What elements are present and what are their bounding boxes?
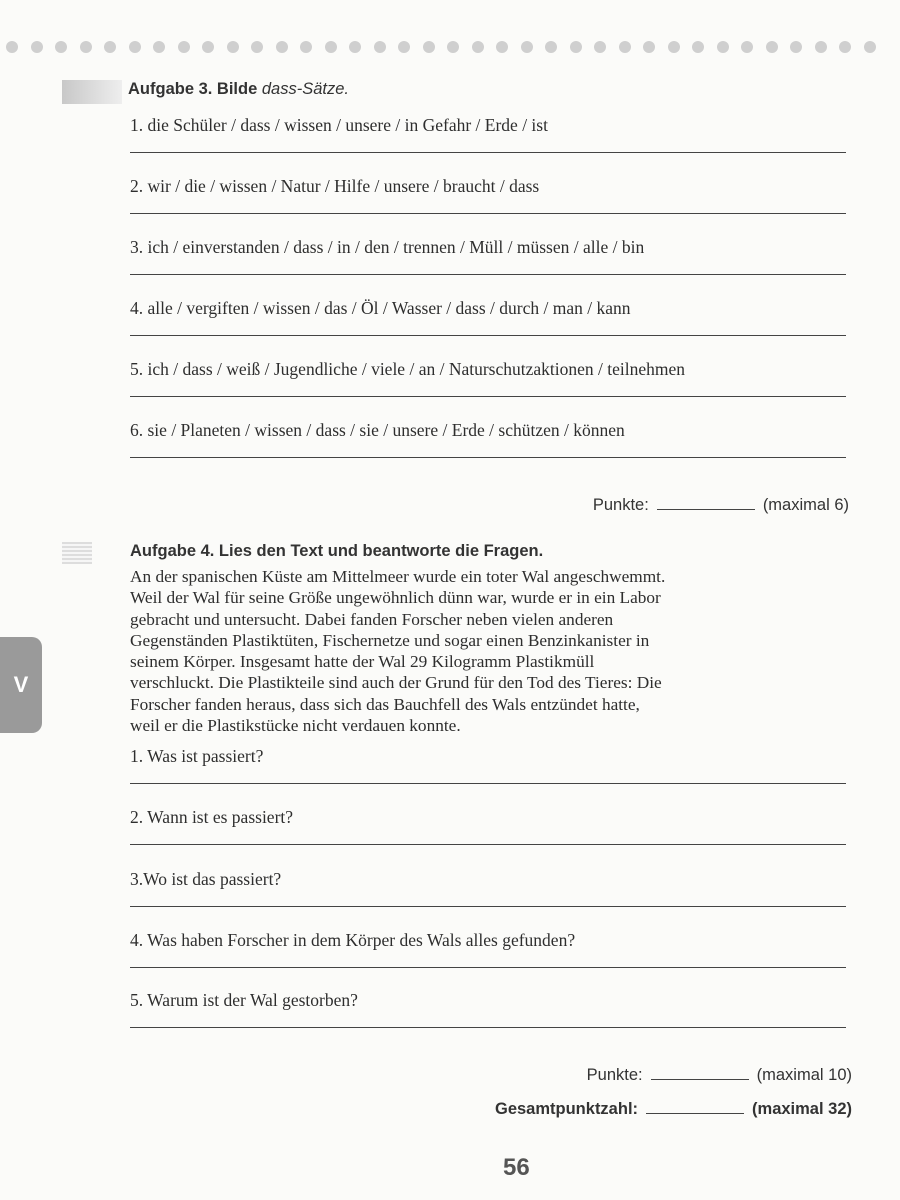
decorative-dot bbox=[839, 41, 851, 53]
exercise-item: 1. die Schüler / dass / wissen / unsere / in Gefahr / Erde / ist bbox=[130, 115, 548, 135]
exercise-item: 1. Was ist passiert? bbox=[130, 746, 264, 766]
decorative-dot bbox=[815, 41, 827, 53]
decorative-dot bbox=[496, 41, 508, 53]
decorative-dot bbox=[153, 41, 165, 53]
decorative-dot bbox=[251, 41, 263, 53]
decorative-dot bbox=[202, 41, 214, 53]
decorative-dot bbox=[643, 41, 655, 53]
decorative-dot bbox=[668, 41, 680, 53]
decorative-dot bbox=[545, 41, 557, 53]
text-line: weil er die Plastikstücke nicht verdauen konnte. bbox=[130, 716, 461, 736]
section-marker bbox=[62, 80, 122, 104]
decorative-dot bbox=[178, 41, 190, 53]
decorative-dot bbox=[619, 41, 631, 53]
page-number: 56 bbox=[503, 1154, 530, 1181]
decorative-dot bbox=[31, 41, 43, 53]
decorative-dot bbox=[300, 41, 312, 53]
decorative-dot bbox=[55, 41, 67, 53]
task4-title: Aufgabe 4. Lies den Text und beantworte die Fragen. bbox=[130, 542, 544, 560]
task3-points: Punkte: (maximal 6) bbox=[592, 496, 849, 514]
decorative-dot bbox=[717, 41, 729, 53]
text-line: verschluckt. Die Plastikteile sind auch der Grund für den Tod des Tieres: Die bbox=[130, 673, 662, 693]
decorative-dot bbox=[325, 41, 337, 53]
text-line: seinem Körper. Insgesamt hatte der Wal 29 Kilogramm Plastikmüll bbox=[130, 652, 595, 672]
section-marker bbox=[62, 542, 92, 564]
decorative-dot bbox=[129, 41, 141, 53]
decorative-dot bbox=[472, 41, 484, 53]
decorative-dot bbox=[692, 41, 704, 53]
decorative-dot bbox=[6, 41, 18, 53]
answer-line[interactable] bbox=[130, 274, 846, 275]
decorative-dot bbox=[741, 41, 753, 53]
decorative-dot bbox=[423, 41, 435, 53]
decorative-dot bbox=[570, 41, 582, 53]
decorative-dot bbox=[227, 41, 239, 53]
exercise-item: 6. sie / Planeten / wissen / dass / sie / unsere / Erde / schützen / können bbox=[130, 420, 625, 440]
answer-line[interactable] bbox=[130, 967, 846, 968]
decorative-dot bbox=[349, 41, 361, 53]
answer-line[interactable] bbox=[130, 844, 846, 845]
exercise-item: 3.Wo ist das passiert? bbox=[130, 869, 282, 889]
text-line: Forscher fanden heraus, dass sich das Bauchfell des Wals entzündet hatte, bbox=[130, 694, 640, 714]
answer-line[interactable] bbox=[130, 213, 846, 214]
decorative-dot bbox=[398, 41, 410, 53]
decorative-dot-row bbox=[6, 41, 876, 53]
chapter-tab: V bbox=[0, 637, 42, 733]
total-points-blank[interactable] bbox=[646, 1113, 744, 1114]
decorative-dot bbox=[374, 41, 386, 53]
exercise-item: 3. ich / einverstanden / dass / in / den / trennen / Müll / müssen / alle / bin bbox=[130, 237, 645, 257]
answer-line[interactable] bbox=[130, 1027, 846, 1028]
answer-line[interactable] bbox=[130, 906, 846, 907]
exercise-item: 2. wir / die / wissen / Natur / Hilfe / unsere / braucht / dass bbox=[130, 176, 540, 196]
answer-line[interactable] bbox=[130, 335, 846, 336]
task3-title: Aufgabe 3. Bilde dass-Sätze. bbox=[128, 80, 349, 98]
text-line: Weil der Wal für seine Größe ungewöhnlich dünn war, wurde er in ein Labor bbox=[130, 588, 661, 608]
answer-line[interactable] bbox=[130, 457, 846, 458]
decorative-dot bbox=[790, 41, 802, 53]
answer-line[interactable] bbox=[130, 783, 846, 784]
decorative-dot bbox=[766, 41, 778, 53]
text-line: gebracht und untersucht. Dabei fanden Forscher neben vielen anderen bbox=[130, 609, 614, 629]
text-line: An der spanischen Küste am Mittelmeer wurde ein toter Wal angeschwemmt. bbox=[130, 567, 666, 586]
exercise-item: 4. alle / vergiften / wissen / das / Öl / Wasser / dass / durch / man / kann bbox=[130, 298, 631, 318]
exercise-item: 4. Was haben Forscher in dem Körper des Wals alles gefunden? bbox=[130, 930, 576, 950]
answer-line[interactable] bbox=[130, 152, 846, 153]
task4-points: Punkte: (maximal 10) bbox=[586, 1066, 852, 1084]
exercise-item: 5. Warum ist der Wal gestorben? bbox=[130, 990, 358, 1010]
exercise-item: 2. Wann ist es passiert? bbox=[130, 807, 294, 827]
decorative-dot bbox=[864, 41, 876, 53]
decorative-dot bbox=[104, 41, 116, 53]
decorative-dot bbox=[521, 41, 533, 53]
total-points: Gesamtpunktzahl: (maximal 32) bbox=[495, 1100, 852, 1118]
points-blank[interactable] bbox=[657, 509, 755, 510]
decorative-dot bbox=[276, 41, 288, 53]
points-blank[interactable] bbox=[651, 1079, 749, 1080]
answer-line[interactable] bbox=[130, 396, 846, 397]
decorative-dot bbox=[594, 41, 606, 53]
exercise-item: 5. ich / dass / weiß / Jugendliche / viele / an / Naturschutzaktionen / teilnehmen bbox=[130, 359, 685, 379]
task4-text bbox=[130, 566, 855, 736]
text-line: Gegenständen Plastiktüten, Fischernetze und sogar einen Benzinkanister in bbox=[130, 630, 650, 650]
decorative-dot bbox=[447, 41, 459, 53]
decorative-dot bbox=[80, 41, 92, 53]
